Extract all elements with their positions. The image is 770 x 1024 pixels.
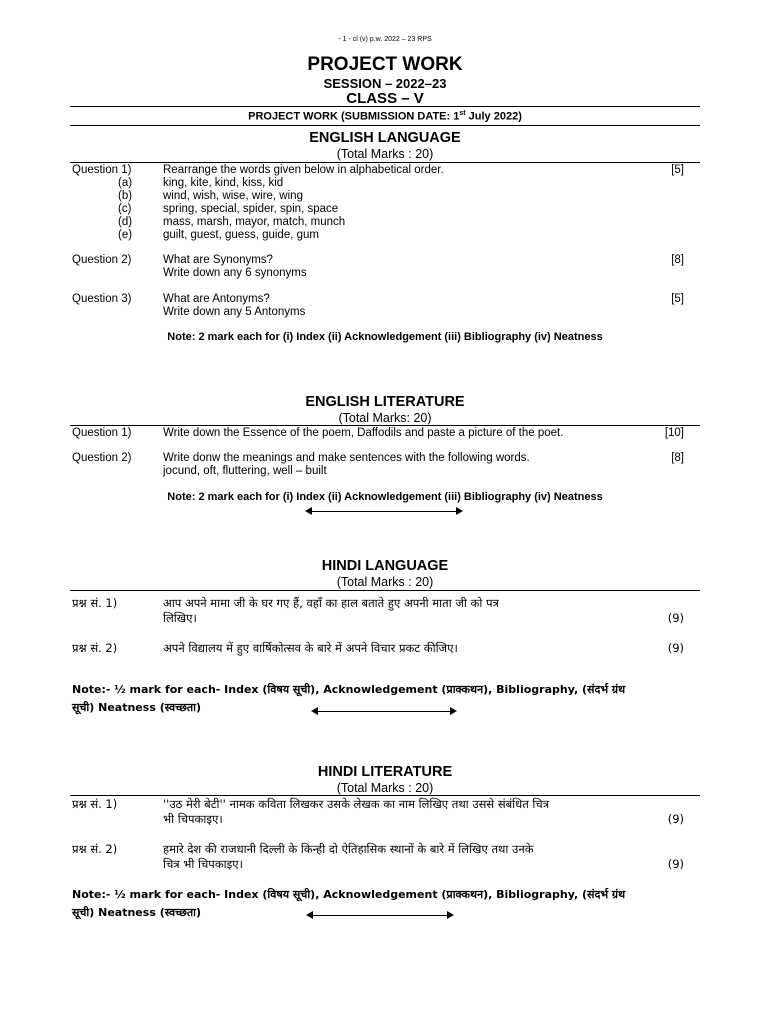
total-marks: (Total Marks : 20) [336, 781, 434, 795]
session-label: SESSION – 2022–23 [323, 76, 447, 91]
question-text: Write down any 6 synonyms [163, 267, 307, 279]
class-label: CLASS – V [346, 90, 424, 107]
total-marks: (Total Marks: 20) [338, 411, 432, 425]
submission-line: PROJECT WORK (SUBMISSION DATE: 1st July 2022) [248, 110, 522, 123]
question-text: चित्र भी चिपकाइए। [163, 857, 243, 871]
question-text: अपने विद्यालय में हुए वार्षिकोत्सव के बारे में अपने विचार प्रकट कीजिए। [163, 641, 458, 655]
section-title-english-literature: ENGLISH LITERATURE [305, 394, 465, 410]
question-marks: (9) [667, 611, 684, 625]
section-title-english-language: ENGLISH LANGUAGE [309, 130, 461, 146]
question-text: Rearrange the words given below in alphabetical order. [163, 164, 444, 176]
marking-note: Note:- ½ mark for each- Index (विषय सूची), Acknowledgement (प्राक्कथन), Bibliography, (संदर्भ ग्रंथ सूची) Neatness (स्वच्छता) [72, 683, 626, 714]
question-text: भी चिपकाइए। [163, 812, 223, 826]
question-label: Question 1) [72, 164, 132, 176]
question-text: ''उठ मेरी बेटी'' नामक कविता लिखकर उसके लेखक का नाम लिखिए तथा उससे संबंधित चित्र [163, 797, 550, 811]
question-label: Question 3) [72, 293, 132, 305]
sub-question-label: (a) [118, 177, 133, 189]
question-label: प्रश्न सं. 1) [72, 596, 118, 610]
section-title-hindi-language: HINDI LANGUAGE [321, 558, 449, 574]
sub-question-label: (e) [118, 229, 133, 241]
question-label: प्रश्न सं. 2) [72, 842, 118, 856]
question-marks: [5] [671, 164, 684, 176]
divider [70, 125, 700, 126]
question-text: Write down any 5 Antonyms [163, 306, 306, 318]
question-text: लिखिए। [163, 611, 197, 625]
marking-note: Note: 2 mark each for (i) Index (ii) Acknowledgement (iii) Bibliography (iv) Neatness [167, 491, 603, 503]
total-marks: (Total Marks : 20) [336, 575, 434, 589]
question-text: Write donw the meanings and make sentences with the following words. [163, 452, 530, 464]
question-text: What are Antonyms? [163, 293, 270, 305]
sub-question-text: mass, marsh, mayor, match, munch [163, 216, 346, 228]
sub-question-text: king, kite, kind, kiss, kid [163, 177, 284, 189]
question-text: jocund, oft, fluttering, well – built [163, 465, 327, 477]
question-text: Write down the Essence of the poem, Daffodils and paste a picture of the poet. [163, 427, 564, 439]
question-label: प्रश्न सं. 1) [72, 797, 118, 811]
section-title-hindi-literature: HINDI LITERATURE [317, 764, 453, 780]
question-label: Question 2) [72, 254, 132, 266]
sub-question-label: (c) [118, 203, 132, 215]
question-marks: [8] [671, 452, 684, 464]
divider [70, 425, 700, 426]
question-text: आप अपने मामा जी के घर गए हैं, वहाँ का हाल बताते हुए अपनी माता जी को पत्र [163, 596, 499, 610]
total-marks: (Total Marks : 20) [336, 147, 434, 161]
question-marks: (9) [667, 641, 684, 655]
question-marks: (9) [667, 857, 684, 871]
question-marks: [8] [671, 254, 684, 266]
divider [70, 162, 700, 163]
sub-question-text: wind, wish, wise, wire, wing [163, 190, 303, 202]
question-label: प्रश्न सं. 2) [72, 641, 118, 655]
sub-question-text: spring, special, spider, spin, space [163, 203, 339, 215]
page-title: PROJECT WORK [307, 54, 463, 75]
question-label: Question 1) [72, 427, 132, 439]
divider [70, 106, 700, 107]
divider [70, 590, 700, 591]
divider [70, 795, 700, 796]
question-text: What are Synonyms? [163, 254, 273, 266]
sub-question-label: (b) [118, 190, 133, 202]
page-header-line: - 1 - cl (v) p.w. 2022 – 23 RPS [338, 36, 432, 43]
question-marks: [10] [664, 427, 684, 439]
double-arrow-icon [306, 911, 454, 920]
sub-question-text: guilt, guest, guess, guide, gum [163, 229, 319, 241]
sub-question-label: (d) [118, 216, 133, 228]
marking-note: Note:- ½ mark for each- Index (विषय सूची), Acknowledgement (प्राक्कथन), Bibliography, (संदर्भ ग्रंथ सूची) Neatness (स्वच्छता) [72, 888, 626, 919]
double-arrow-icon [305, 507, 463, 516]
marking-note: Note: 2 mark each for (i) Index (ii) Acknowledgement (iii) Bibliography (iv) Neatness [167, 331, 603, 343]
question-marks: (9) [667, 812, 684, 826]
question-text: हमारे देश की राजधानी दिल्ली के किन्ही दो ऐतिहासिक स्थानों के बारे में लिखिए तथा उनके [163, 842, 534, 856]
double-arrow-icon [311, 707, 457, 716]
question-marks: [5] [671, 293, 684, 305]
question-label: Question 2) [72, 452, 132, 464]
